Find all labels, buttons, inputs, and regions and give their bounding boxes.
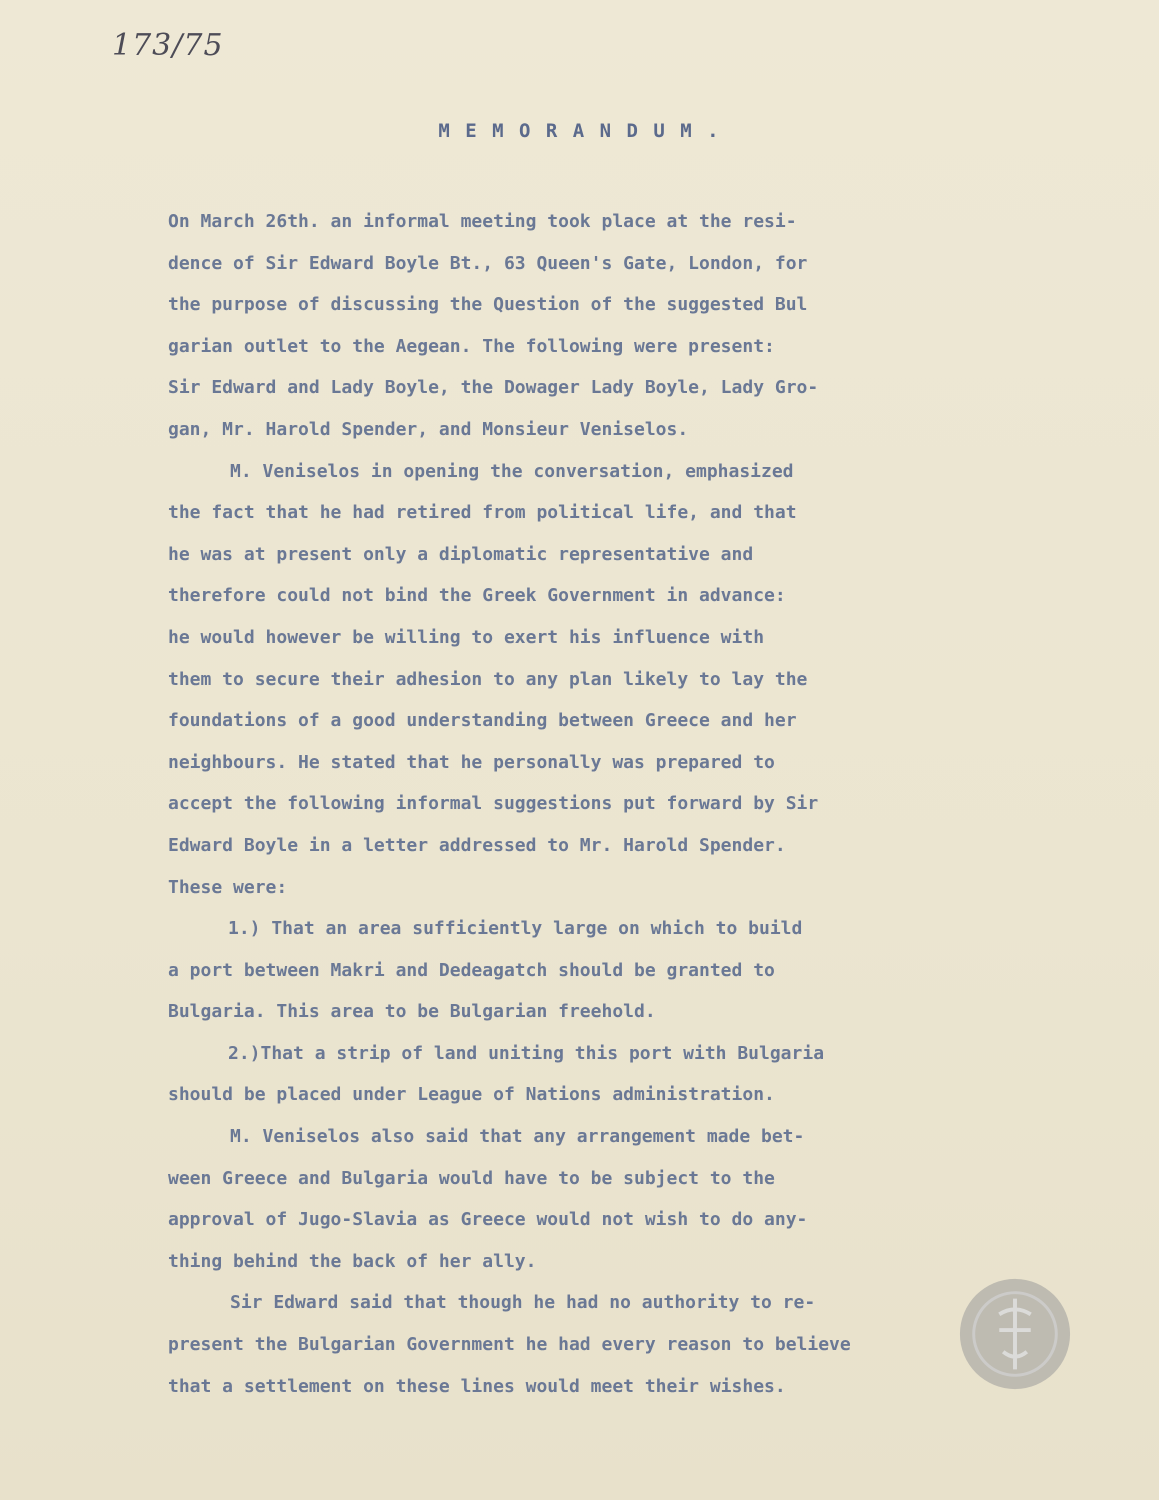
text-line: the purpose of discussing the Question of the suggested Bul [168, 294, 808, 316]
text-line: neighbours. He stated that he personally was prepared to [168, 751, 775, 773]
text-line: 2.)That a strip of land uniting this port with Bulgaria [228, 1042, 825, 1064]
text-line: them to secure their adhesion to any plan likely to lay the [168, 668, 808, 690]
archive-stamp-icon [956, 1275, 1074, 1393]
text-line: he was at present only a diplomatic representative and [168, 543, 754, 565]
text-line: therefore could not bind the Greek Government in advance: [168, 585, 786, 607]
text-line: the fact that he had retired from political life, and that [168, 502, 797, 524]
text-line: a port between Makri and Dedeagatch should be granted to [168, 959, 775, 981]
text-line: approval of Jugo-Slavia as Greece would not wish to do any- [168, 1209, 808, 1231]
text-line: accept the following informal suggestions put forward by Sir [168, 793, 819, 815]
handwritten-reference-number: 173/75 [112, 28, 224, 63]
text-line: that a settlement on these lines would meet their wishes. [168, 1375, 786, 1397]
text-line: foundations of a good understanding between Greece and her [168, 710, 797, 732]
text-line: Sir Edward said that though he had no authority to re- [230, 1292, 816, 1314]
text-line: dence of Sir Edward Boyle Bt., 63 Queen's Gate, London, for [168, 252, 808, 274]
memorandum-body [168, 201, 1048, 1407]
text-line: gan, Mr. Harold Spender, and Monsieur Veniselos. [168, 418, 689, 440]
text-line: 1.) That an area sufficiently large on which to build [228, 918, 803, 940]
text-line: Bulgaria. This area to be Bulgarian freehold. [168, 1001, 656, 1023]
memorandum-title: M E M O R A N D U M . [438, 120, 721, 142]
text-line: thing behind the back of her ally. [168, 1250, 537, 1272]
text-line: ween Greece and Bulgaria would have to be subject to the [168, 1167, 775, 1189]
text-line: On March 26th. an informal meeting took place at the resi- [168, 211, 797, 232]
text-line: should be placed under League of Nations administration. [168, 1084, 775, 1106]
text-line: Edward Boyle in a letter addressed to Mr. Harold Spender. [168, 834, 786, 856]
text-line: M. Veniselos in opening the conversation, emphasized [230, 460, 794, 482]
text-line: M. Veniselos also said that any arrangement made bet- [230, 1126, 805, 1148]
text-line: he would however be willing to exert his influence with [168, 626, 765, 648]
text-line: Sir Edward and Lady Boyle, the Dowager Lady Boyle, Lady Gro- [168, 377, 819, 399]
text-line: These were: [168, 876, 288, 898]
text-line: garian outlet to the Aegean. The following were present: [168, 335, 775, 357]
text-line: present the Bulgarian Government he had every reason to believe [168, 1334, 851, 1356]
